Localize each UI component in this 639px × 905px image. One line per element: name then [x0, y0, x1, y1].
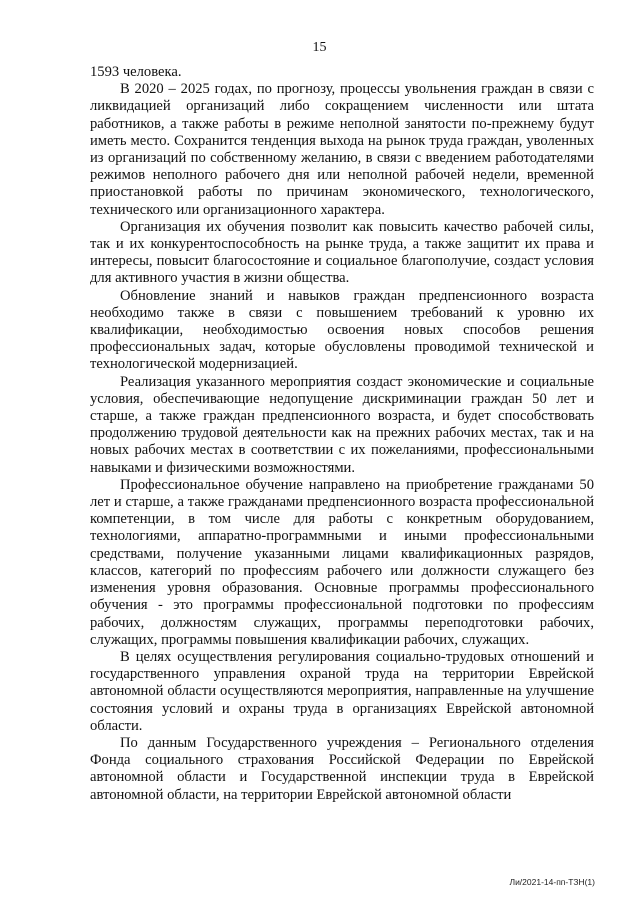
paragraph-labor-regulation: В целях осуществления регулирования социально-трудовых отношений и государственного управления охраной труда на территории Еврейской автономной области осуществляются мероприятия, направленные на улучшение состояния условий и охраны труда в организациях Еврейской автономной области.: [90, 648, 594, 734]
paragraph-social-insurance-data: По данным Государственного учреждения – Регионального отделения Фонда социального страхования Российской Федерации по Еврейской автономной области и Государственной инспекции труда в Еврейской автономной области, на территории Еврейской автономной области: [90, 734, 594, 803]
paragraph-implementation: Реализация указанного мероприятия создаст экономические и социальные условия, обеспечивающие недопущение дискриминации граждан 50 лет и старше, а также граждан предпенсионного возраста, и будет способствовать продолжению трудовой деятельности как на прежних рабочих местах, так и на новых рабочих местах в соответствии с их пожеланиями, профессиональными навыками и физическими возможностями.: [90, 373, 594, 476]
paragraph-professional-training: Профессиональное обучение направлено на приобретение гражданами 50 лет и старше, а также гражданами предпенсионного возраста профессиональной компетенции, в том числе для работы с конкретным оборудованием, технологиями, аппаратно-программными и иными профессиональными средствами, получение указанными лицами квалификационных разрядов, классов, категорий по профессиям рабочего или должности служащего без изменения уровня образования. Основные программы профессионального обучения - это программы профессиональной подготовки по профессиям рабочих, должностям служащих, программы переподготовки рабочих, служащих, программы повышения квалификации рабочих, служащих.: [90, 476, 594, 648]
document-body: [90, 64, 594, 804]
paragraph-forecast: В 2020 – 2025 годах, по прогнозу, процессы увольнения граждан в связи с ликвидацией организаций либо сокращением численности или штата работников, а также работы в режиме неполной занятости по-прежнему будут иметь место. Сохранится тенденция выхода на рынок труда граждан, уволенных из организаций по собственному желанию, в связи с введением работодателями режимов неполного рабочего дня или неполной рабочей недели, временной приостановкой работы по причинам экономического, технологического, технического или организационного характера.: [90, 81, 594, 218]
paragraph-training-organization: Организация их обучения позволит как повысить качество рабочей силы, так и их конкурентоспособность на рынке труда, а также защитит их права и интересы, повысит благосостояние и социальное благополучие, создаст условия для активного участия в жизни общества.: [90, 218, 594, 287]
paragraph-skills-update: Обновление знаний и навыков граждан предпенсионного возраста необходимо также в связи с повышением требований к уровню их квалификации, необходимостью освоения новых способов решения профессиональных задач, которые обусловлены проводимой технической и технологической модернизацией.: [90, 287, 594, 373]
page-number: 15: [312, 40, 327, 55]
document-code: Ли/2021-14-пп-ТЗН(1): [509, 877, 595, 887]
paragraph-continuation: 1593 человека.: [90, 64, 182, 80]
